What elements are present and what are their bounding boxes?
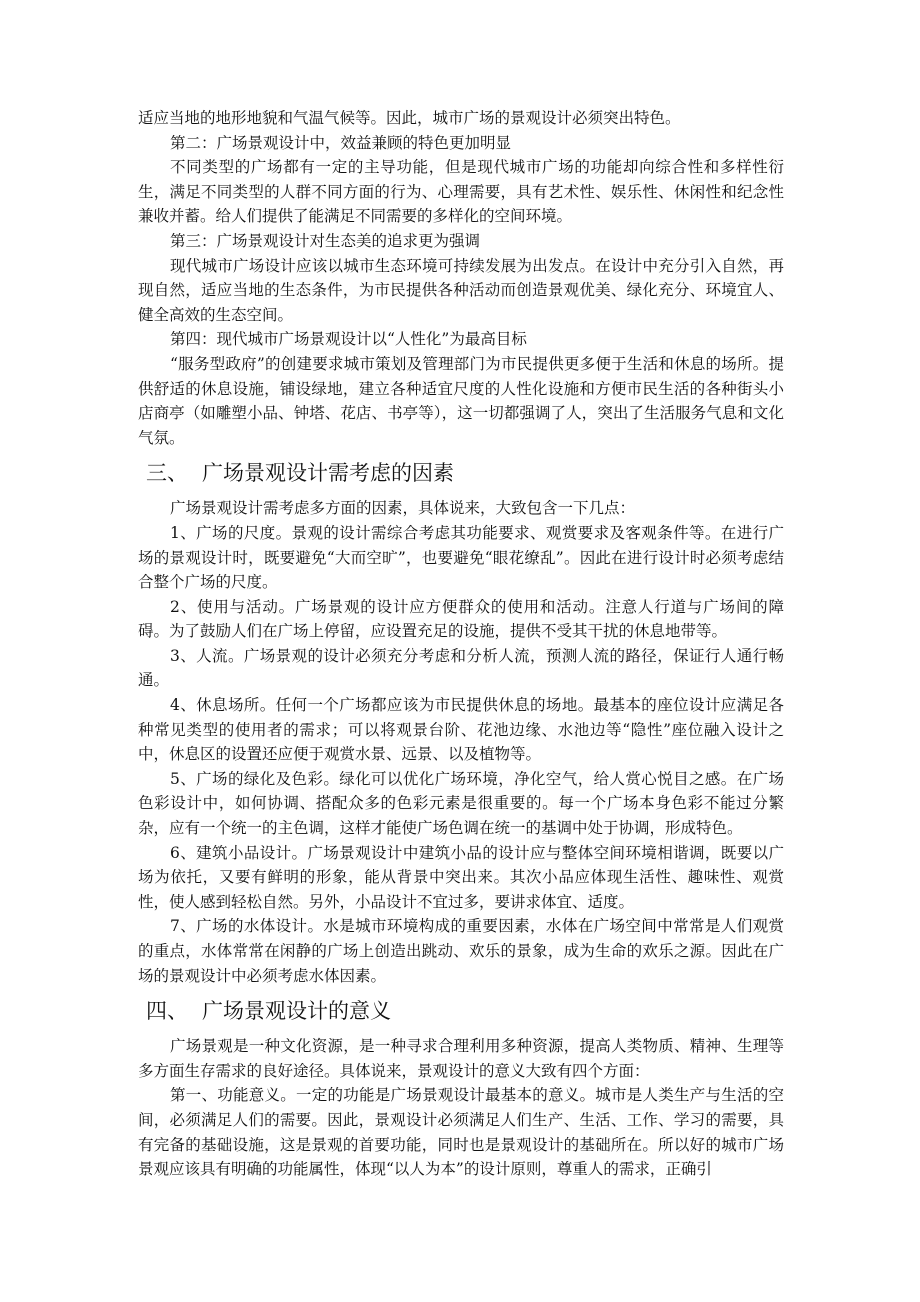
paragraph: 1、广场的尺度。景观的设计需综合考虑其功能要求、观赏要求及客观条件等。在进行广场的景观设计时，既要避免“大而空旷”，也要避免“眼花缭乱”。因此在进行设计时必须考虑结合整个广场的尺度。 bbox=[138, 523, 784, 592]
paragraph: 第三：广场景观设计对生态美的追求更为强调 bbox=[170, 231, 481, 250]
section-heading-4 bbox=[138, 994, 784, 1028]
heading-number: 四、 bbox=[146, 999, 188, 1024]
paragraph: 3、人流。广场景观的设计必须充分考虑和分析人流，预测人流的路径，保证行人通行畅通。 bbox=[138, 646, 784, 690]
heading-number: 三、 bbox=[146, 461, 188, 486]
section-4-body bbox=[138, 1034, 784, 1182]
heading-title: 广场景观设计的意义 bbox=[202, 999, 391, 1024]
section-heading-3 bbox=[138, 456, 784, 490]
heading-title: 广场景观设计需考虑的因素 bbox=[202, 461, 454, 486]
paragraph: 4、休息场所。任何一个广场都应该为市民提供休息的场地。最基本的座位设计应满足各种常见类型的使用者的需求；可以将观景台阶、花池边缘、水池边等“隐性”座位融入设计之中，休息区的设置还应便于观赏水景、远景、以及植物等。 bbox=[138, 696, 784, 764]
paragraph: 广场景观是一种文化资源，是一种寻求合理利用多种资源，提高人类物质、精神、生理等多方面生存需求的良好途径。具体说来，景观设计的意义大致有四个方面： bbox=[138, 1037, 784, 1080]
paragraph: 第四：现代城市广场景观设计以“人性化”为最高目标 bbox=[170, 330, 527, 349]
paragraph: “服务型政府”的创建要求城市策划及管理部门为市民提供更多便于生活和休息的场所。提供舒适的休息设施，铺设绿地，建立各种适宜尺度的人性化设施和方便市民生活的各种街头小店商亭（如雕塑小品、钟塔、花店、书亭等），这一切都强调了人，突出了生活服务气息和文化气氛。 bbox=[138, 354, 784, 447]
paragraph: 不同类型的广场都有一定的主导功能，但是现代城市广场的功能却向综合性和多样性衍生，满足不同类型的人群不同方面的行为、心理需要，具有艺术性、娱乐性、休闲性和纪念性兼收并蓄。给人们提供了能满足不同需要的多样化的空间环境。 bbox=[138, 158, 784, 226]
paragraph: 适应当地的地形地貌和气温气候等。因此，城市广场的景观设计必须突出特色。 bbox=[138, 109, 681, 127]
section-top bbox=[138, 106, 784, 450]
paragraph: 7、广场的水体设计。水是城市环境构成的重要因素，水体在广场空间中常常是人们观赏的重点，水体常常在闲静的广场上创造出跳动、欢乐的景象，成为生命的欢乐之源。因此在广场的景观设计中必须考虑水体因素。 bbox=[138, 917, 784, 985]
document-page bbox=[138, 106, 784, 1182]
paragraph: 2、使用与活动。广场景观的设计应方便群众的使用和活动。注意人行道与广场间的障碍。为了鼓励人们在广场上停留，应设置充足的设施，提供不受其干扰的休息地带等。 bbox=[138, 597, 784, 641]
paragraph: 第二：广场景观设计中，效益兼顾的特色更加明显 bbox=[170, 133, 512, 152]
paragraph: 现代城市广场设计应该以城市生态环境可持续发展为出发点。在设计中充分引入自然，再现自然，适应当地的生态条件，为市民提供各种活动而创造景观优美、绿化充分、环境宜人、健全高效的生态空间。 bbox=[138, 256, 784, 324]
paragraph: 5、广场的绿化及色彩。绿化可以优化广场环境，净化空气，给人赏心悦目之感。在广场色彩设计中，如何协调、搭配众多的色彩元素是很重要的。每一个广场本身色彩不能过分繁杂，应有一个统一的主色调，这样才能使广场色调在统一的基调中处于协调，形成特色。 bbox=[138, 769, 784, 838]
paragraph: 第一、功能意义。一定的功能是广场景观设计最基本的意义。城市是人类生产与生活的空间，必须满足人们的需要。因此，景观设计必须满足人们生产、生活、工作、学习的需要，具有完备的基础设施，这是景观的首要功能，同时也是景观设计的基础所在。所以好的城市广场景观应该具有明确的功能属性，体现“以人为本”的设计原则，尊重人的需求，正确引 bbox=[138, 1086, 784, 1179]
section-3-body bbox=[138, 496, 784, 988]
paragraph: 6、建筑小品设计。广场景观设计中建筑小品的设计应与整体空间环境相谐调，既要以广场为依托，又要有鲜明的形象，能从背景中突出来。其次小品应体现生活性、趣味性、观赏性，使人感到轻松自然。另外，小品设计不宜过多，要讲求体宜、适度。 bbox=[138, 843, 784, 911]
paragraph: 广场景观设计需考虑多方面的因素，具体说来，大致包含一下几点： bbox=[170, 499, 636, 518]
